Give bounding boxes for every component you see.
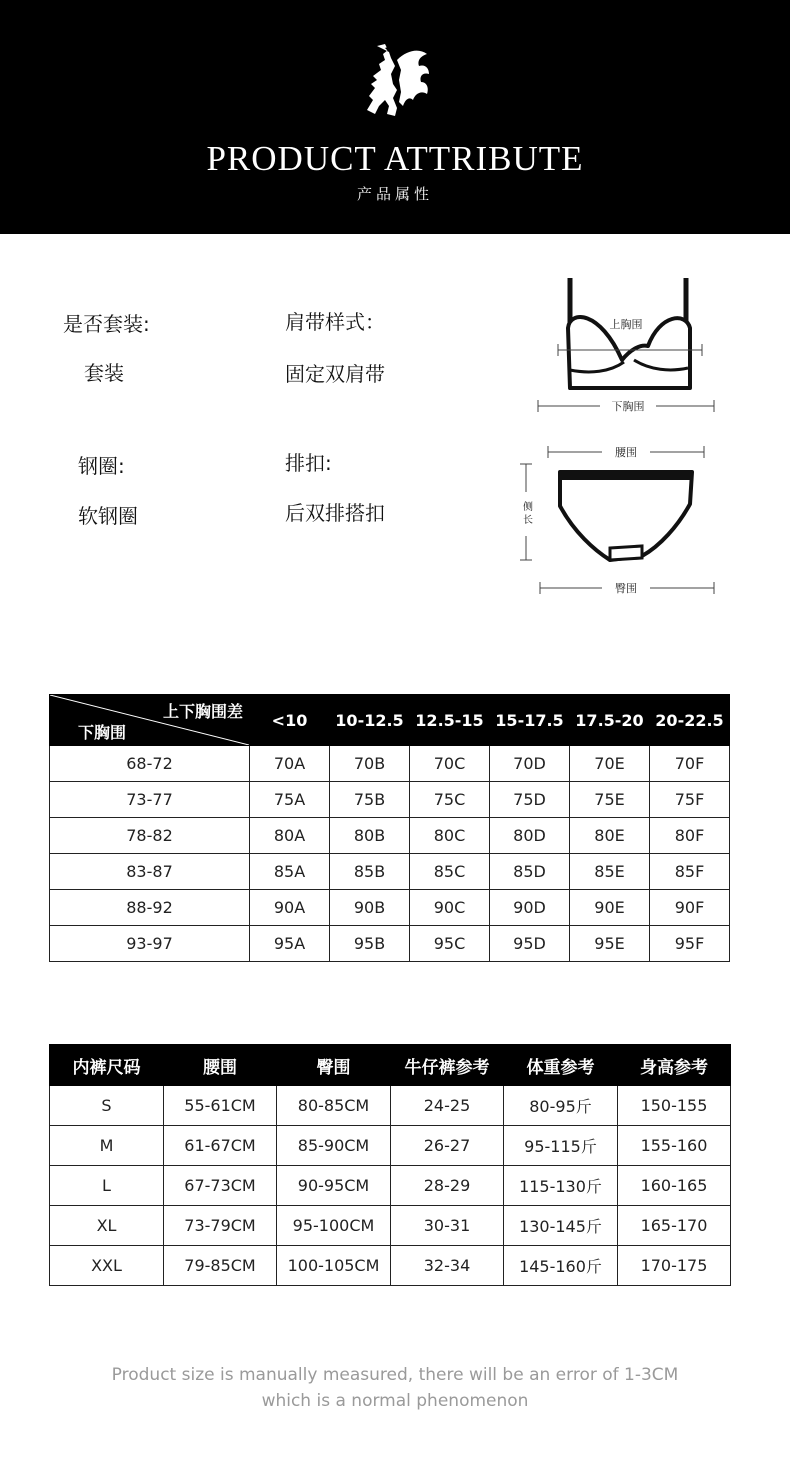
bra-table-header-row bbox=[50, 695, 730, 746]
measurement-note bbox=[0, 1362, 790, 1414]
attr-underwire-label: 钢圈: bbox=[78, 454, 125, 478]
band-size-cell: 88-92 bbox=[50, 890, 250, 926]
panty-size-cell: 115-130斤 bbox=[504, 1166, 618, 1206]
bra-size-cell: 70A bbox=[250, 746, 330, 782]
panty-size-cell: 73-79CM bbox=[164, 1206, 277, 1246]
bra-size-cell: 80B bbox=[330, 818, 410, 854]
side-length-label-1: 侧 bbox=[523, 502, 533, 513]
band-size-cell: 83-87 bbox=[50, 854, 250, 890]
panty-size-cell: XXL bbox=[50, 1246, 164, 1286]
panty-size-cell: 24-25 bbox=[391, 1086, 504, 1126]
panty-size-cell: 130-145斤 bbox=[504, 1206, 618, 1246]
bra-size-cell: 95F bbox=[650, 926, 730, 962]
bra-size-cell: 70D bbox=[490, 746, 570, 782]
attr-clasp-value: 后双排搭扣 bbox=[285, 501, 385, 525]
bra-size-cell: 90D bbox=[490, 890, 570, 926]
panty-size-cell: 170-175 bbox=[618, 1246, 731, 1286]
bra-size-cell: 85A bbox=[250, 854, 330, 890]
bra-size-table bbox=[49, 694, 730, 962]
bra-col-header: 15-17.5 bbox=[490, 695, 570, 746]
table-row bbox=[50, 782, 730, 818]
attr-clasp-label: 排扣: bbox=[285, 451, 332, 475]
bra-size-cell: 80C bbox=[410, 818, 490, 854]
bra-size-cell: 75D bbox=[490, 782, 570, 818]
attr-strap-value: 固定双肩带 bbox=[285, 362, 385, 386]
panty-size-cell: 61-67CM bbox=[164, 1126, 277, 1166]
bra-size-cell: 90B bbox=[330, 890, 410, 926]
band-size-cell: 78-82 bbox=[50, 818, 250, 854]
table-row bbox=[50, 1166, 731, 1206]
panty-size-cell: L bbox=[50, 1166, 164, 1206]
bra-col-header: 17.5-20 bbox=[570, 695, 650, 746]
panty-size-cell: 32-34 bbox=[391, 1246, 504, 1286]
bra-size-cell: 85B bbox=[330, 854, 410, 890]
bra-size-cell: 75F bbox=[650, 782, 730, 818]
bra-size-cell: 80E bbox=[570, 818, 650, 854]
panty-size-cell: XL bbox=[50, 1206, 164, 1246]
griffin-logo-icon bbox=[355, 40, 435, 120]
panty-size-cell: 150-155 bbox=[618, 1086, 731, 1126]
product-attribute-header bbox=[0, 0, 790, 234]
header-subtitle: 产品属性 bbox=[356, 185, 433, 203]
bra-size-cell: 80D bbox=[490, 818, 570, 854]
panty-col-header: 牛仔裤参考 bbox=[391, 1045, 504, 1086]
panty-size-cell: 165-170 bbox=[618, 1206, 731, 1246]
attr-set-value: 套装 bbox=[84, 361, 124, 385]
panty-size-cell: 85-90CM bbox=[277, 1126, 391, 1166]
panty-col-header: 臀围 bbox=[277, 1045, 391, 1086]
bra-size-cell: 95D bbox=[490, 926, 570, 962]
panty-size-cell: 80-85CM bbox=[277, 1086, 391, 1126]
bra-size-cell: 95E bbox=[570, 926, 650, 962]
bra-col-header: 12.5-15 bbox=[410, 695, 490, 746]
bra-size-cell: 85E bbox=[570, 854, 650, 890]
bra-col-header: 10-12.5 bbox=[330, 695, 410, 746]
under-bust-label: 下胸围 bbox=[611, 400, 645, 413]
panty-col-header: 腰围 bbox=[164, 1045, 277, 1086]
side-length-label-2: 长 bbox=[523, 515, 533, 526]
panty-size-cell: 79-85CM bbox=[164, 1246, 277, 1286]
bra-measure-diagram bbox=[530, 270, 730, 418]
bra-size-cell: 80A bbox=[250, 818, 330, 854]
panty-size-cell: 28-29 bbox=[391, 1166, 504, 1206]
bra-size-cell: 75A bbox=[250, 782, 330, 818]
attr-underwire-value: 软钢圈 bbox=[78, 504, 138, 528]
bra-size-cell: 70B bbox=[330, 746, 410, 782]
panty-size-cell: 145-160斤 bbox=[504, 1246, 618, 1286]
panty-size-cell: 80-95斤 bbox=[504, 1086, 618, 1126]
panty-col-header: 内裤尺码 bbox=[50, 1045, 164, 1086]
panty-col-header: 身高参考 bbox=[618, 1045, 731, 1086]
panty-col-header: 体重参考 bbox=[504, 1045, 618, 1086]
panty-size-cell: 90-95CM bbox=[277, 1166, 391, 1206]
bra-size-cell: 70C bbox=[410, 746, 490, 782]
bra-size-cell: 80F bbox=[650, 818, 730, 854]
panty-size-cell: 100-105CM bbox=[277, 1246, 391, 1286]
bra-size-cell: 85D bbox=[490, 854, 570, 890]
bra-size-cell: 70F bbox=[650, 746, 730, 782]
band-size-cell: 68-72 bbox=[50, 746, 250, 782]
bra-size-cell: 75B bbox=[330, 782, 410, 818]
table-row bbox=[50, 1246, 731, 1286]
panty-table-header-row bbox=[50, 1045, 731, 1086]
bra-size-cell: 90E bbox=[570, 890, 650, 926]
table-row bbox=[50, 890, 730, 926]
panty-size-cell: 160-165 bbox=[618, 1166, 731, 1206]
table-row bbox=[50, 926, 730, 962]
panty-size-table bbox=[49, 1044, 731, 1286]
hip-label: 臀围 bbox=[615, 582, 637, 595]
panty-measure-diagram bbox=[510, 440, 730, 602]
band-size-cell: 73-77 bbox=[50, 782, 250, 818]
band-size-cell: 93-97 bbox=[50, 926, 250, 962]
bra-size-cell: 85F bbox=[650, 854, 730, 890]
bra-col-header: 20-22.5 bbox=[650, 695, 730, 746]
bra-table-corner-cell bbox=[50, 695, 250, 746]
bra-col-header: <10 bbox=[250, 695, 330, 746]
table-row bbox=[50, 746, 730, 782]
bra-size-cell: 75E bbox=[570, 782, 650, 818]
bra-size-cell: 85C bbox=[410, 854, 490, 890]
table-row bbox=[50, 1206, 731, 1246]
table-row bbox=[50, 818, 730, 854]
note-line-2: which is a normal phenomenon bbox=[261, 1391, 529, 1411]
table-row bbox=[50, 854, 730, 890]
panty-size-cell: 155-160 bbox=[618, 1126, 731, 1166]
note-line-1: Product size is manually measured, there will be an error of 1-3CM bbox=[111, 1365, 679, 1385]
attr-strap-label: 肩带样式： bbox=[285, 310, 385, 334]
panty-size-cell: 55-61CM bbox=[164, 1086, 277, 1126]
bra-size-cell: 95A bbox=[250, 926, 330, 962]
bra-size-cell: 95B bbox=[330, 926, 410, 962]
panty-size-cell: M bbox=[50, 1126, 164, 1166]
attr-set-label: 是否套装: bbox=[63, 312, 150, 336]
bra-size-cell: 90F bbox=[650, 890, 730, 926]
panty-size-cell: 67-73CM bbox=[164, 1166, 277, 1206]
panty-size-cell: 26-27 bbox=[391, 1126, 504, 1166]
panty-size-cell: 95-100CM bbox=[277, 1206, 391, 1246]
under-bust-header-label: 下胸围 bbox=[78, 723, 127, 742]
upper-bust-label: 上胸围 bbox=[609, 318, 643, 331]
bust-difference-label: 上下胸围差 bbox=[162, 702, 243, 721]
panty-size-cell: 30-31 bbox=[391, 1206, 504, 1246]
bra-size-cell: 75C bbox=[410, 782, 490, 818]
bra-size-cell: 70E bbox=[570, 746, 650, 782]
header-title: PRODUCT ATTRIBUTE bbox=[206, 139, 584, 178]
waist-label: 腰围 bbox=[615, 446, 637, 459]
panty-size-cell: 95-115斤 bbox=[504, 1126, 618, 1166]
table-row bbox=[50, 1086, 731, 1126]
bra-size-cell: 95C bbox=[410, 926, 490, 962]
bra-size-cell: 90C bbox=[410, 890, 490, 926]
bra-size-cell: 90A bbox=[250, 890, 330, 926]
table-row bbox=[50, 1126, 731, 1166]
panty-size-cell: S bbox=[50, 1086, 164, 1126]
